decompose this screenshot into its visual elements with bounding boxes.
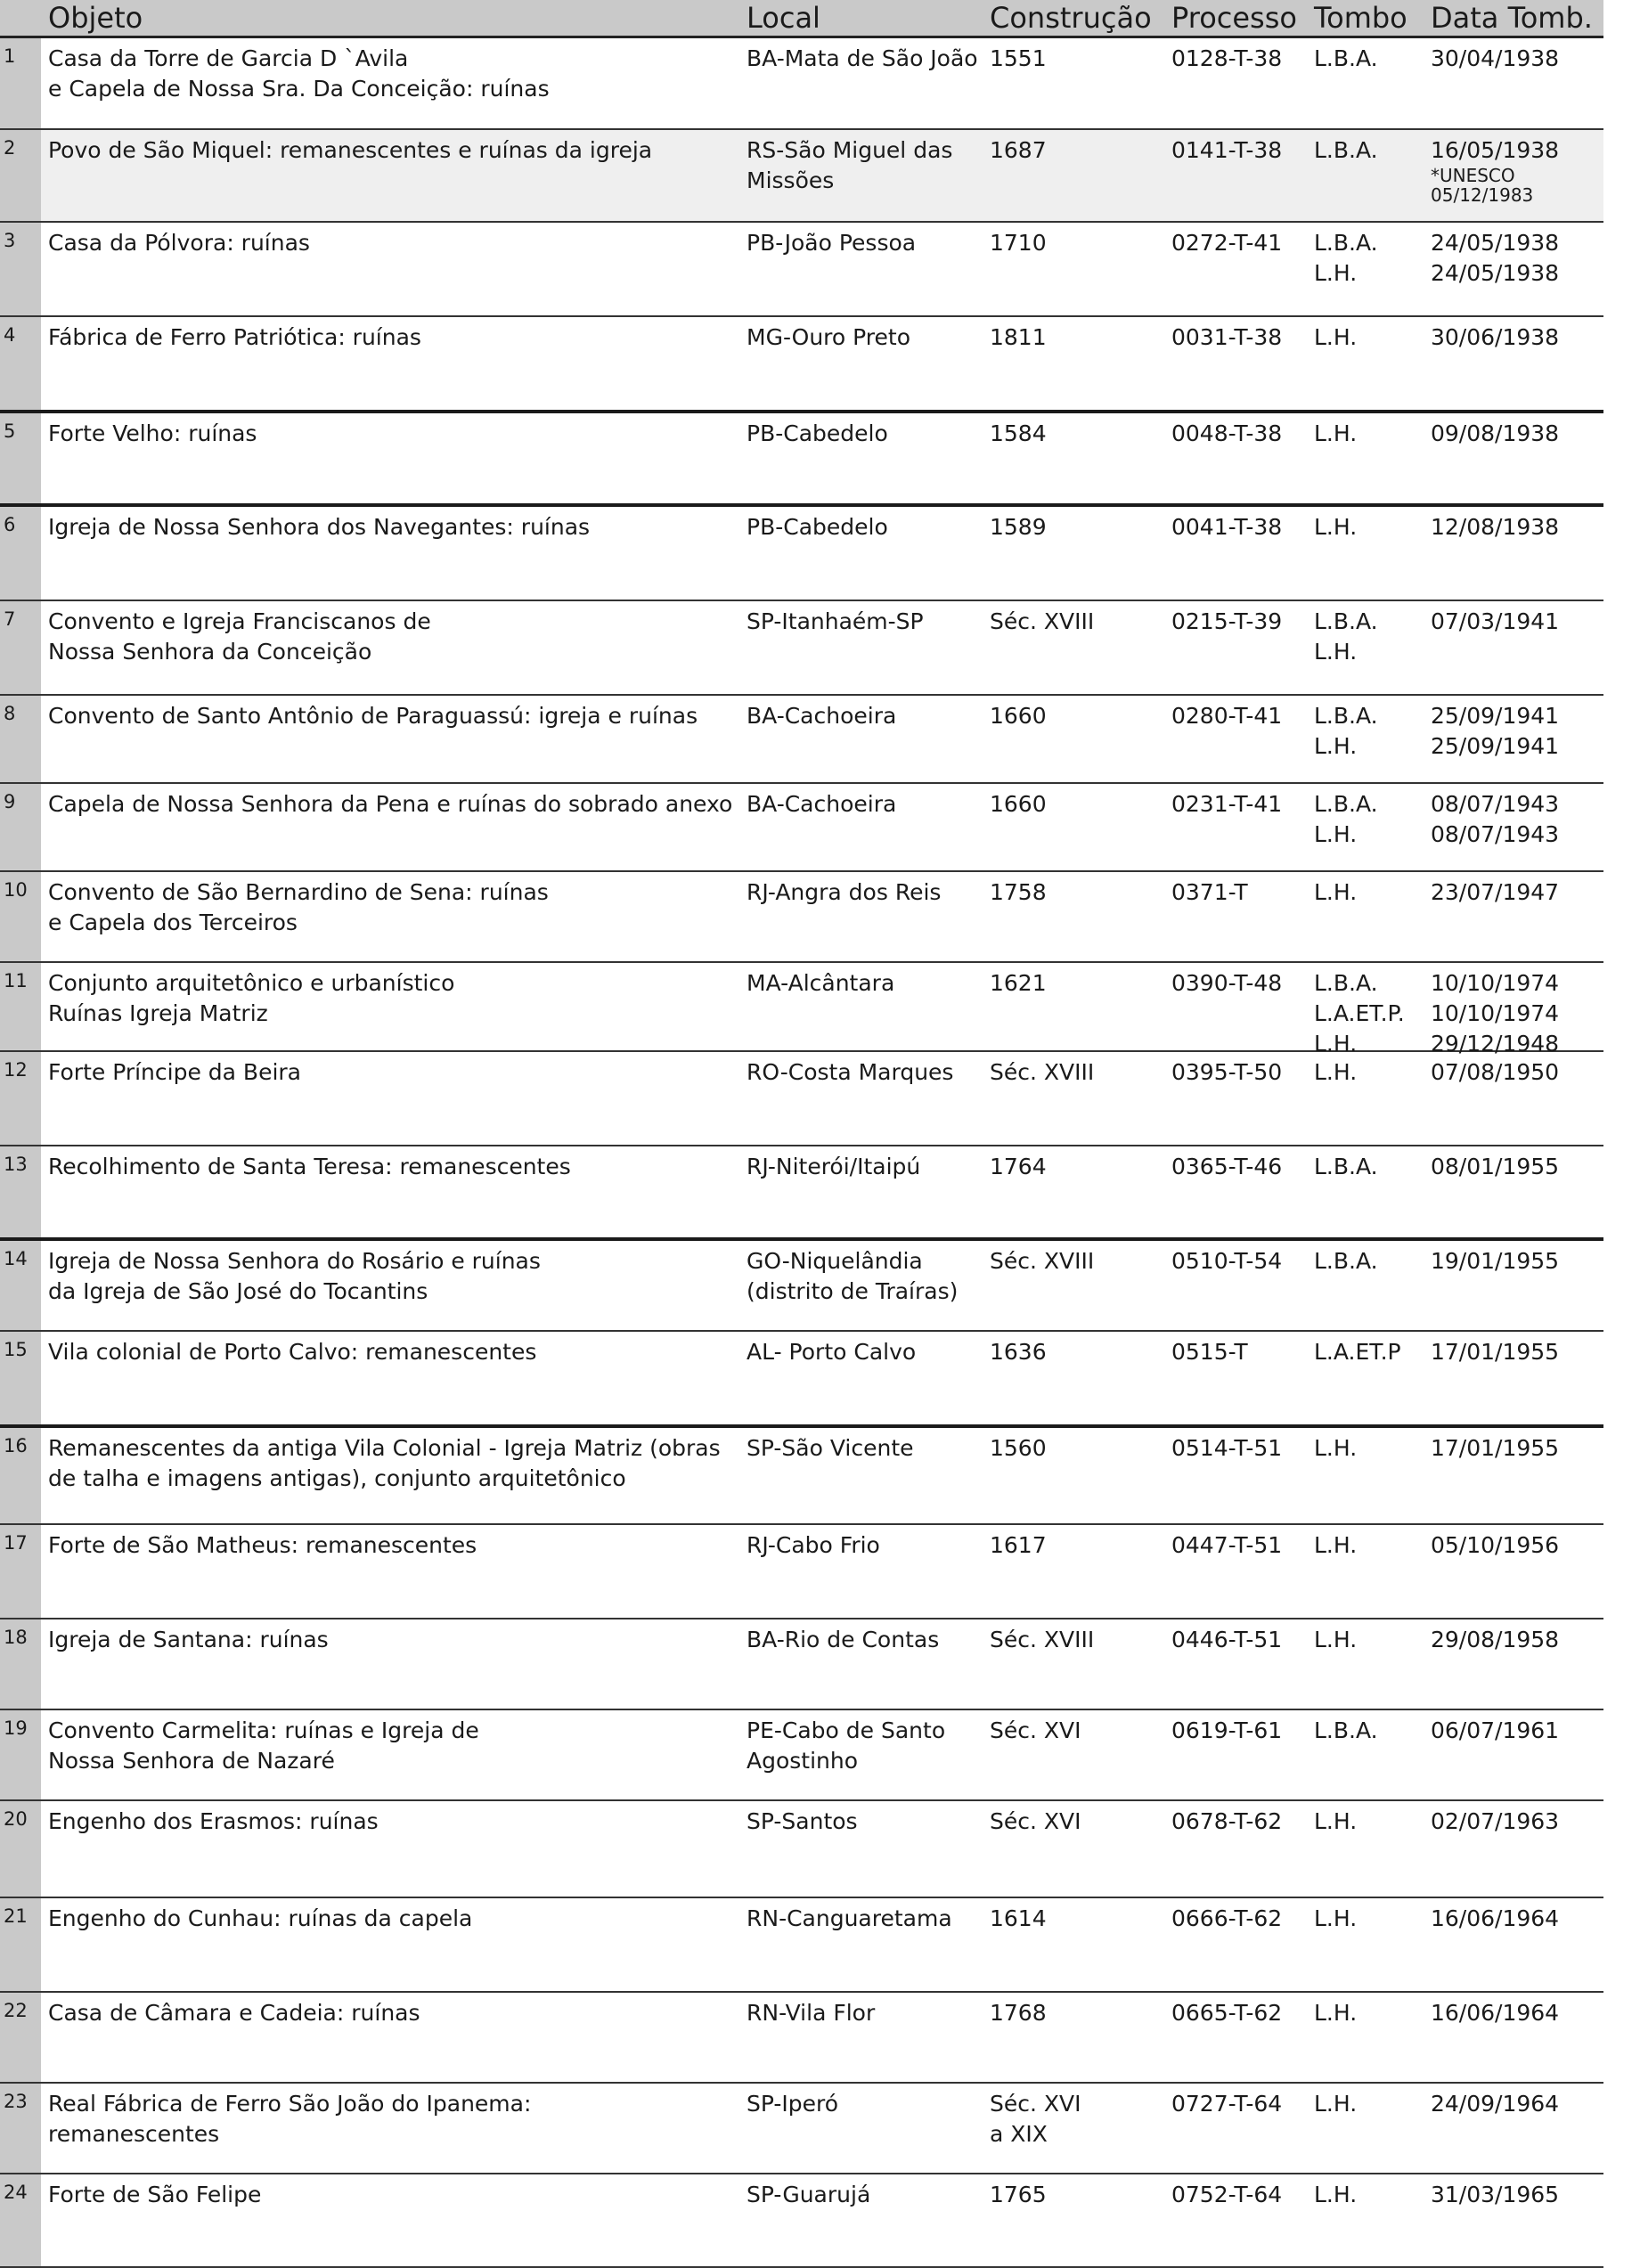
row-number: 6	[4, 514, 16, 535]
row-index-cell	[0, 1801, 41, 1897]
cell-data: 16/06/1964	[1431, 1905, 1560, 1931]
table-row	[0, 1241, 1603, 1332]
cell-tombo: L.B.A. L.H.	[1314, 608, 1378, 665]
cell-local: SP-Itanhaém-SP	[747, 608, 924, 634]
table-row	[0, 1710, 1603, 1801]
cell-objeto: Capela de Nossa Senhora da Pena e ruínas do sobrado anexo	[48, 791, 733, 817]
header-local: Local	[747, 1, 820, 35]
cell-tombo: L.B.A.	[1314, 1154, 1378, 1179]
cell-objeto: Igreja de Nossa Senhora do Rosário e ruínas da Igreja de São José do Tocantins	[48, 1248, 541, 1304]
row-number: 7	[4, 608, 16, 630]
cell-processo: 0619-T-61	[1171, 1717, 1283, 1743]
cell-construcao: 1617	[990, 1532, 1047, 1558]
cell-tombo: L.H.	[1314, 420, 1358, 446]
table-row	[0, 1428, 1603, 1525]
cell-processo: 0272-T-41	[1171, 230, 1283, 256]
cell-tombo: L.H.	[1314, 2000, 1358, 2026]
table-row	[0, 1525, 1603, 1619]
cell-objeto: Conjunto arquitetônico e urbanístico Ruínas Igreja Matriz	[48, 970, 455, 1026]
table-row	[0, 223, 1603, 317]
cell-data: 16/06/1964	[1431, 2000, 1560, 2026]
cell-local: PE-Cabo de Santo Agostinho	[747, 1717, 946, 1774]
cell-tombo: L.B.A.	[1314, 1248, 1378, 1274]
cell-objeto: Convento Carmelita: ruínas e Igreja de Nossa Senhora de Nazaré	[48, 1717, 479, 1774]
row-number: 12	[4, 1059, 28, 1081]
cell-objeto: Igreja de Nossa Senhora dos Navegantes: ruínas	[48, 514, 591, 540]
cell-local: MA-Alcântara	[747, 970, 895, 996]
cell-objeto: Fábrica de Ferro Patriótica: ruínas	[48, 324, 421, 350]
cell-data-note: *UNESCO 05/12/1983	[1431, 165, 1534, 206]
cell-processo: 0446-T-51	[1171, 1627, 1283, 1652]
row-number: 17	[4, 1532, 28, 1554]
cell-processo: 0678-T-62	[1171, 1808, 1283, 1834]
table-row	[0, 2084, 1603, 2174]
cell-tombo: L.H.	[1314, 1627, 1358, 1652]
table-body	[0, 38, 1603, 2268]
header-tombo: Tombo	[1314, 1, 1407, 35]
cell-processo: 0031-T-38	[1171, 324, 1283, 350]
cell-objeto: Real Fábrica de Ferro São João do Ipanema: remanescentes	[48, 2091, 532, 2147]
cell-tombo: L.B.A. L.A.ET.P. L.H.	[1314, 970, 1405, 1056]
cell-local: RJ-Niterói/Itaipú	[747, 1154, 921, 1179]
row-number: 20	[4, 1808, 28, 1830]
cell-data: 25/09/1941 25/09/1941	[1431, 703, 1560, 759]
table-row	[0, 872, 1603, 963]
row-number: 8	[4, 703, 16, 724]
row-index-cell	[0, 601, 41, 694]
cell-local: BA-Rio de Contas	[747, 1627, 940, 1652]
cell-objeto: Convento de São Bernardino de Sena: ruínas e Capela dos Terceiros	[48, 879, 549, 935]
header-construcao: Construção	[990, 1, 1152, 35]
row-number: 18	[4, 1627, 28, 1648]
cell-local: GO-Niquelândia (distrito de Traíras)	[747, 1248, 959, 1304]
cell-processo: 0665-T-62	[1171, 2000, 1283, 2026]
cell-construcao: 1660	[990, 791, 1047, 817]
cell-tombo: L.H.	[1314, 1435, 1358, 1461]
header-processo: Processo	[1171, 1, 1297, 35]
table-row	[0, 507, 1603, 601]
cell-processo: 0447-T-51	[1171, 1532, 1283, 1558]
cell-objeto: Remanescentes da antiga Vila Colonial - Igreja Matriz (obras de talha e imagens antigas), conjunto arquitetônico	[48, 1435, 721, 1491]
cell-local: PB-João Pessoa	[747, 230, 917, 256]
cell-data	[1431, 135, 1603, 205]
row-number: 9	[4, 791, 16, 812]
row-index-cell	[0, 413, 41, 503]
row-index-cell	[0, 1525, 41, 1618]
row-index-cell	[0, 872, 41, 961]
row-index-cell	[0, 696, 41, 782]
row-number: 22	[4, 2000, 28, 2021]
row-index-cell	[0, 784, 41, 870]
cell-construcao: 1636	[990, 1339, 1047, 1365]
cell-local: BA-Cachoeira	[747, 703, 897, 729]
cell-objeto: Convento e Igreja Franciscanos de Nossa Senhora da Conceição	[48, 608, 431, 665]
cell-local: SP-Guarujá	[747, 2182, 871, 2207]
cell-data: 07/03/1941	[1431, 608, 1560, 634]
cell-construcao: Séc. XVI	[990, 1808, 1081, 1834]
cell-construcao: Séc. XVI a XIX	[990, 2091, 1081, 2147]
cell-processo: 0390-T-48	[1171, 970, 1283, 996]
cell-local: RN-Vila Flor	[747, 2000, 876, 2026]
row-index-cell	[0, 963, 41, 1050]
row-number: 2	[4, 137, 16, 159]
row-index-cell	[0, 2084, 41, 2173]
row-index-cell	[0, 1898, 41, 1991]
cell-tombo: L.B.A.	[1314, 1717, 1378, 1743]
cell-data: 08/01/1955	[1431, 1154, 1560, 1179]
row-index-cell	[0, 1241, 41, 1330]
table-row	[0, 317, 1603, 413]
table-row	[0, 38, 1603, 130]
cell-processo: 0231-T-41	[1171, 791, 1283, 817]
cell-objeto: Forte de São Matheus: remanescentes	[48, 1532, 477, 1558]
row-number: 10	[4, 879, 28, 901]
cell-data: 29/08/1958	[1431, 1627, 1560, 1652]
cell-tombo: L.H.	[1314, 324, 1358, 350]
cell-construcao: Séc. XVIII	[990, 1059, 1095, 1085]
cell-construcao: 1768	[990, 2000, 1047, 2026]
cell-tombo: L.B.A. L.H.	[1314, 703, 1378, 759]
table-row	[0, 601, 1603, 696]
table-row	[0, 784, 1603, 872]
table-row	[0, 963, 1603, 1056]
row-index-cell	[0, 507, 41, 600]
cell-construcao: 1584	[990, 420, 1047, 446]
row-number: 14	[4, 1248, 28, 1269]
cell-construcao: 1614	[990, 1905, 1047, 1931]
cell-construcao: 1764	[990, 1154, 1047, 1179]
cell-local: BA-Cachoeira	[747, 791, 897, 817]
cell-data: 24/05/1938 24/05/1938	[1431, 230, 1560, 286]
cell-processo: 0727-T-64	[1171, 2091, 1283, 2117]
cell-objeto: Povo de São Miquel: remanescentes e ruínas da igreja	[48, 137, 653, 163]
row-index-cell	[0, 1993, 41, 2082]
cell-local: RJ-Cabo Frio	[747, 1532, 880, 1558]
cell-objeto: Forte de São Felipe	[48, 2182, 262, 2207]
table-row	[0, 1619, 1603, 1710]
cell-processo: 0515-T	[1171, 1339, 1248, 1365]
cell-tombo: L.H.	[1314, 1532, 1358, 1558]
cell-construcao: 1621	[990, 970, 1047, 996]
cell-objeto: Forte Velho: ruínas	[48, 420, 257, 446]
cell-objeto: Recolhimento de Santa Teresa: remanescentes	[48, 1154, 571, 1179]
cell-tombo: L.B.A.	[1314, 137, 1378, 163]
cell-tombo: L.H.	[1314, 2182, 1358, 2207]
table-row	[0, 1052, 1603, 1146]
cell-data: 12/08/1938	[1431, 514, 1560, 540]
cell-construcao: Séc. XVIII	[990, 1627, 1095, 1652]
cell-objeto: Convento de Santo Antônio de Paraguassú: igreja e ruínas	[48, 703, 698, 729]
cell-processo: 0041-T-38	[1171, 514, 1283, 540]
cell-objeto: Igreja de Santana: ruínas	[48, 1627, 329, 1652]
row-index-cell	[0, 223, 41, 315]
cell-data: 24/09/1964	[1431, 2091, 1560, 2117]
row-number: 13	[4, 1154, 28, 1175]
cell-local: RN-Canguaretama	[747, 1905, 952, 1931]
cell-tombo: L.H.	[1314, 879, 1358, 905]
cell-processo: 0395-T-50	[1171, 1059, 1283, 1085]
cell-local: SP-Santos	[747, 1808, 858, 1834]
header-data: Data Tomb.	[1431, 1, 1593, 35]
cell-data: 08/07/1943 08/07/1943	[1431, 791, 1560, 847]
row-number: 23	[4, 2091, 28, 2112]
table-row	[0, 1898, 1603, 1993]
row-index-cell	[0, 1052, 41, 1145]
cell-tombo: L.H.	[1314, 2091, 1358, 2117]
row-number: 11	[4, 970, 28, 991]
cell-processo: 0215-T-39	[1171, 608, 1283, 634]
row-index-cell	[0, 1619, 41, 1709]
cell-processo: 0280-T-41	[1171, 703, 1283, 729]
cell-tombo: L.A.ET.P	[1314, 1339, 1401, 1365]
cell-tombo: L.B.A. L.H.	[1314, 230, 1378, 286]
cell-local: SP-São Vicente	[747, 1435, 914, 1461]
cell-data: 17/01/1955	[1431, 1435, 1560, 1461]
cell-data-value: 16/05/1938	[1431, 137, 1560, 163]
cell-processo: 0514-T-51	[1171, 1435, 1283, 1461]
row-index-cell	[0, 1332, 41, 1424]
cell-processo: 0666-T-62	[1171, 1905, 1283, 1931]
cell-processo: 0128-T-38	[1171, 45, 1283, 71]
row-index-cell	[0, 2174, 41, 2266]
table-row	[0, 130, 1603, 223]
cell-data: 06/07/1961	[1431, 1717, 1560, 1743]
cell-construcao: Séc. XVIII	[990, 608, 1095, 634]
row-number: 15	[4, 1339, 28, 1360]
cell-construcao: Séc. XVI	[990, 1717, 1081, 1743]
row-number: 3	[4, 230, 16, 251]
row-index-cell	[0, 38, 41, 128]
cell-objeto: Engenho do Cunhau: ruínas da capela	[48, 1905, 473, 1931]
cell-tombo: L.H.	[1314, 1059, 1358, 1085]
cell-data: 02/07/1963	[1431, 1808, 1560, 1834]
cell-data: 30/04/1938	[1431, 45, 1560, 71]
row-number: 4	[4, 324, 16, 346]
cell-local: BA-Mata de São João	[747, 45, 978, 71]
cell-local: MG-Ouro Preto	[747, 324, 910, 350]
row-number: 19	[4, 1717, 28, 1739]
table-row	[0, 1801, 1603, 1898]
cell-processo: 0048-T-38	[1171, 420, 1283, 446]
table-row	[0, 1146, 1603, 1241]
cell-construcao: 1710	[990, 230, 1047, 256]
cell-data: 17/01/1955	[1431, 1339, 1560, 1365]
cell-processo: 0371-T	[1171, 879, 1248, 905]
row-index-cell	[0, 317, 41, 410]
cell-data: 31/03/1965	[1431, 2182, 1560, 2207]
cell-construcao: 1660	[990, 703, 1047, 729]
table-row	[0, 1993, 1603, 2084]
cell-construcao: 1687	[990, 137, 1047, 163]
cell-data: 30/06/1938	[1431, 324, 1560, 350]
cell-tombo: L.H.	[1314, 1905, 1358, 1931]
cell-objeto: Casa de Câmara e Cadeia: ruínas	[48, 2000, 420, 2026]
row-number: 21	[4, 1905, 28, 1927]
cell-construcao: 1560	[990, 1435, 1047, 1461]
cell-tombo: L.B.A.	[1314, 45, 1378, 71]
cell-data: 05/10/1956	[1431, 1532, 1560, 1558]
cell-data: 09/08/1938	[1431, 420, 1560, 446]
cell-data: 07/08/1950	[1431, 1059, 1560, 1085]
row-index-cell	[0, 130, 41, 221]
header-objeto: Objeto	[48, 1, 143, 35]
table-row	[0, 413, 1603, 507]
row-index-cell	[0, 1428, 41, 1523]
cell-local: RS-São Miguel das Missões	[747, 137, 953, 193]
cell-tombo: L.B.A. L.H.	[1314, 791, 1378, 847]
cell-construcao: 1589	[990, 514, 1047, 540]
cell-tombo: L.H.	[1314, 1808, 1358, 1834]
row-number: 24	[4, 2182, 28, 2203]
row-number: 5	[4, 420, 16, 442]
cell-local: PB-Cabedelo	[747, 420, 888, 446]
row-number: 16	[4, 1435, 28, 1456]
cell-construcao: 1811	[990, 324, 1047, 350]
row-index-cell	[0, 1710, 41, 1799]
cell-data: 19/01/1955	[1431, 1248, 1560, 1274]
cell-objeto: Engenho dos Erasmos: ruínas	[48, 1808, 379, 1834]
cell-construcao: 1551	[990, 45, 1047, 71]
cell-tombo: L.H.	[1314, 514, 1358, 540]
cell-construcao: 1758	[990, 879, 1047, 905]
cell-construcao: 1765	[990, 2182, 1047, 2207]
cell-objeto: Forte Príncipe da Beira	[48, 1059, 301, 1085]
cell-processo: 0510-T-54	[1171, 1248, 1283, 1274]
cell-local: RJ-Angra dos Reis	[747, 879, 942, 905]
table-row	[0, 1332, 1603, 1428]
cell-data: 23/07/1947	[1431, 879, 1560, 905]
cell-processo: 0365-T-46	[1171, 1154, 1283, 1179]
cell-processo: 0141-T-38	[1171, 137, 1283, 163]
cell-objeto: Casa da Torre de Garcia D `Avila e Capela de Nossa Sra. Da Conceição: ruínas	[48, 45, 550, 102]
cell-local: SP-Iperó	[747, 2091, 839, 2117]
cell-local: AL- Porto Calvo	[747, 1339, 917, 1365]
table-row	[0, 2174, 1603, 2268]
cell-local: RO-Costa Marques	[747, 1059, 954, 1085]
row-index-cell	[0, 1146, 41, 1237]
table-header	[0, 0, 1603, 38]
row-number: 1	[4, 45, 16, 67]
table-row	[0, 696, 1603, 784]
cell-local: PB-Cabedelo	[747, 514, 888, 540]
cell-objeto: Vila colonial de Porto Calvo: remanescentes	[48, 1339, 537, 1365]
cell-construcao: Séc. XVIII	[990, 1248, 1095, 1274]
cell-data: 10/10/1974 10/10/1974 29/12/1948	[1431, 970, 1560, 1056]
cell-objeto: Casa da Pólvora: ruínas	[48, 230, 310, 256]
cell-processo: 0752-T-64	[1171, 2182, 1283, 2207]
